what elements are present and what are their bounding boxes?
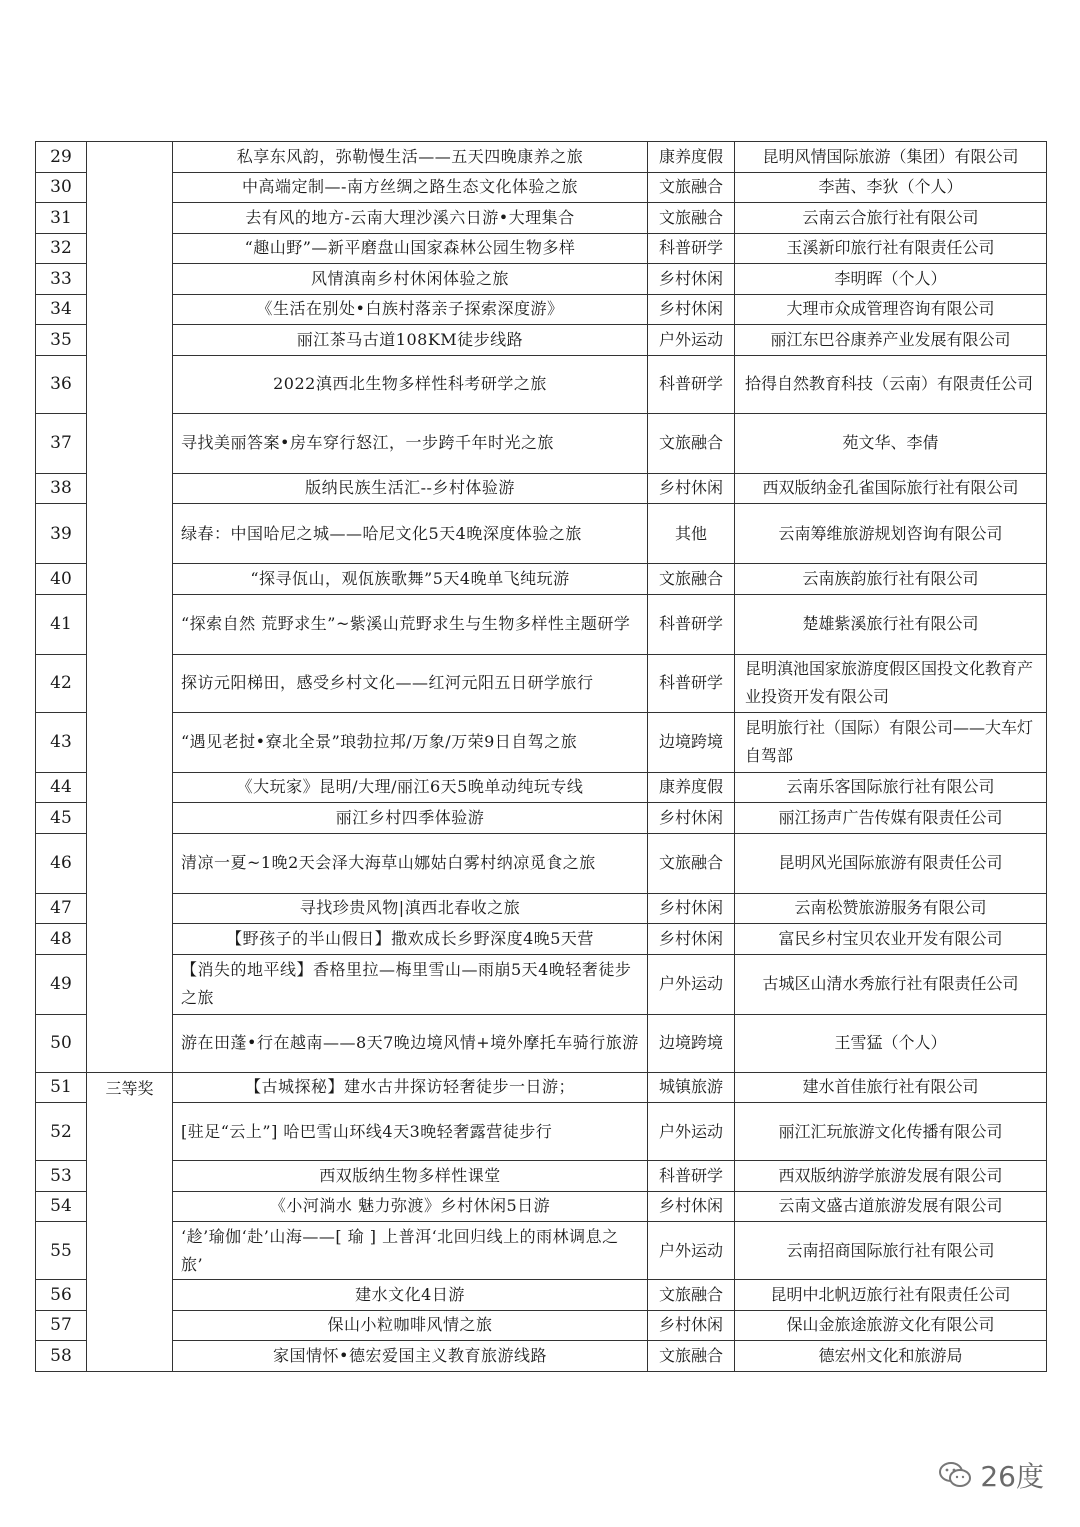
route-category: 文旅融合 [648,203,735,234]
row-number: 53 [36,1161,87,1192]
route-name: “探索自然 荒野求生”~紫溪山荒野求生与生物多样性主题研学 [173,594,648,654]
route-name: 【消失的地平线】香格里拉—梅里雪山—雨崩5天4晚轻奢徒步之旅 [173,954,648,1014]
table-row [36,772,1047,803]
organization-name: 拾得自然教育科技（云南）有限责任公司 [735,355,1047,413]
route-category: 文旅融合 [648,172,735,203]
organization-name: 云南文盛古道旅游发展有限公司 [735,1191,1047,1222]
route-name: “趣山野”—新平磨盘山国家森林公园生物多样 [173,233,648,264]
table-row [36,172,1047,203]
route-name: 丽江茶马古道108KM徒步线路 [173,325,648,356]
route-category: 户外运动 [648,325,735,356]
route-category: 乡村休闲 [648,924,735,955]
organization-name: 建水首佳旅行社有限公司 [735,1072,1047,1103]
award-level-cell: 三等奖 [87,1072,173,1371]
row-number: 47 [36,893,87,924]
route-category: 户外运动 [648,954,735,1014]
watermark [938,1457,1044,1493]
organization-name: 古城区山清水秀旅行社有限责任公司 [735,954,1047,1014]
organization-name: 王雪猛（个人） [735,1014,1047,1072]
route-name: 去有风的地方-云南大理沙溪六日游•大理集合 [173,203,648,234]
route-category: 康养度假 [648,772,735,803]
wechat-icon [938,1461,972,1489]
organization-name: 丽江东巴谷康养产业发展有限公司 [735,325,1047,356]
table-row [36,473,1047,504]
table-row [36,203,1047,234]
organization-name: 德宏州文化和旅游局 [735,1341,1047,1372]
organization-name: 昆明旅行社（国际）有限公司——大车灯自驾部 [735,712,1047,772]
table-row [36,594,1047,654]
route-name: 保山小粒咖啡风情之旅 [173,1310,648,1341]
row-number: 39 [36,504,87,564]
table-row [36,413,1047,473]
route-name: 寻找美丽答案•房车穿行怒江，一步跨千年时光之旅 [173,413,648,473]
table-row [36,1222,1047,1280]
route-category: 其他 [648,504,735,564]
row-number: 51 [36,1072,87,1103]
organization-name: 丽江扬声广告传媒有限责任公司 [735,803,1047,834]
row-number: 29 [36,142,87,173]
route-category: 乡村休闲 [648,1191,735,1222]
organization-name: 云南松赞旅游服务有限公司 [735,893,1047,924]
route-category: 科普研学 [648,654,735,712]
route-name: “遇见老挝•寮北全景”琅勃拉邦/万象/万荣9日自驾之旅 [173,712,648,772]
route-category: 城镇旅游 [648,1072,735,1103]
route-category: 康养度假 [648,142,735,173]
table-row [36,233,1047,264]
route-category: 乡村休闲 [648,893,735,924]
row-number: 35 [36,325,87,356]
row-number: 48 [36,924,87,955]
route-category: 文旅融合 [648,413,735,473]
route-name: 清凉一夏~1晚2天会泽大海草山娜姑白雾村纳凉觅食之旅 [173,833,648,893]
route-name: 建水文化4日游 [173,1280,648,1311]
award-list-table [35,141,1047,1372]
organization-name: 云南乐客国际旅行社有限公司 [735,772,1047,803]
award-list-body [36,142,1047,1372]
organization-name: 云南族韵旅行社有限公司 [735,564,1047,595]
row-number: 49 [36,954,87,1014]
watermark-text: 26度 [980,1460,1044,1493]
organization-name: 李明晖（个人） [735,264,1047,295]
table-row [36,924,1047,955]
route-name: ‘趁’瑜伽‘赴’山海——[ 瑜 ] 上普洱‘北回归线上的雨林调息之旅’ [173,1222,648,1280]
route-category: 乡村休闲 [648,294,735,325]
route-name: 绿春：中国哈尼之城——哈尼文化5天4晚深度体验之旅 [173,504,648,564]
table-row [36,712,1047,772]
route-category: 乡村休闲 [648,264,735,295]
row-number: 50 [36,1014,87,1072]
route-name: “探寻佤山，观佤族歌舞”5天4晚单飞纯玩游 [173,564,648,595]
table-row [36,294,1047,325]
organization-name: 云南招商国际旅行社有限公司 [735,1222,1047,1280]
row-number: 37 [36,413,87,473]
route-name: 【野孩子的半山假日】撒欢成长乡野深度4晚5天营 [173,924,648,955]
organization-name: 昆明滇池国家旅游度假区国投文化教育产业投资开发有限公司 [735,654,1047,712]
route-name: 《大玩家》昆明/大理/丽江6天5晚单动纯玩专线 [173,772,648,803]
organization-name: 昆明风情国际旅游（集团）有限公司 [735,142,1047,173]
row-number: 33 [36,264,87,295]
table-row [36,893,1047,924]
route-name: 丽江乡村四季体验游 [173,803,648,834]
table-row [36,1191,1047,1222]
route-category: 乡村休闲 [648,473,735,504]
organization-name: 玉溪新印旅行社有限责任公司 [735,233,1047,264]
table-row [36,1161,1047,1192]
route-category: 文旅融合 [648,833,735,893]
route-category: 文旅融合 [648,1341,735,1372]
row-number: 43 [36,712,87,772]
route-category: 科普研学 [648,594,735,654]
table-row [36,1072,1047,1103]
row-number: 42 [36,654,87,712]
route-name: 西双版纳生物多样性课堂 [173,1161,648,1192]
table-row [36,325,1047,356]
organization-name: 云南筹维旅游规划咨询有限公司 [735,504,1047,564]
row-number: 31 [36,203,87,234]
row-number: 46 [36,833,87,893]
row-number: 44 [36,772,87,803]
table-row [36,1341,1047,1372]
route-category: 文旅融合 [648,1280,735,1311]
route-category: 文旅融合 [648,564,735,595]
row-number: 57 [36,1310,87,1341]
table-row [36,954,1047,1014]
route-category: 科普研学 [648,233,735,264]
table-row [36,564,1047,595]
row-number: 36 [36,355,87,413]
table-row [36,1280,1047,1311]
route-category: 边境跨境 [648,1014,735,1072]
award-level-cell-previous [87,142,173,1073]
table-row [36,833,1047,893]
organization-name: 昆明风光国际旅游有限责任公司 [735,833,1047,893]
organization-name: 丽江汇玩旅游文化传播有限公司 [735,1103,1047,1161]
route-category: 乡村休闲 [648,1310,735,1341]
route-name: 【古城探秘】建水古井探访轻奢徒步一日游； [173,1072,648,1103]
route-name: 寻找珍贵风物|滇西北春收之旅 [173,893,648,924]
row-number: 56 [36,1280,87,1311]
organization-name: 云南云合旅行社有限公司 [735,203,1047,234]
organization-name: 苑文华、李倩 [735,413,1047,473]
route-category: 科普研学 [648,355,735,413]
route-name: 风情滇南乡村休闲体验之旅 [173,264,648,295]
route-name: 游在田蓬•行在越南——8天7晚边境风情+境外摩托车骑行旅游 [173,1014,648,1072]
route-category: 乡村休闲 [648,803,735,834]
route-name: 中高端定制—-南方丝绸之路生态文化体验之旅 [173,172,648,203]
organization-name: 大理市众成管理咨询有限公司 [735,294,1047,325]
row-number: 34 [36,294,87,325]
row-number: 54 [36,1191,87,1222]
route-name: 探访元阳梯田，感受乡村文化——红河元阳五日研学旅行 [173,654,648,712]
table-row [36,504,1047,564]
table-row [36,355,1047,413]
row-number: 38 [36,473,87,504]
organization-name: 富民乡村宝贝农业开发有限公司 [735,924,1047,955]
route-name: 2022滇西北生物多样性科考研学之旅 [173,355,648,413]
table-row [36,1310,1047,1341]
organization-name: 西双版纳金孔雀国际旅行社有限公司 [735,473,1047,504]
table-row [36,803,1047,834]
organization-name: 李茜、李狄（个人） [735,172,1047,203]
table-row [36,264,1047,295]
route-name: 《生活在别处•白族村落亲子探索深度游》 [173,294,648,325]
row-number: 32 [36,233,87,264]
organization-name: 楚雄紫溪旅行社有限公司 [735,594,1047,654]
row-number: 40 [36,564,87,595]
table-row [36,1103,1047,1161]
row-number: 41 [36,594,87,654]
row-number: 45 [36,803,87,834]
route-name: 私享东风韵，弥勒慢生活——五天四晚康养之旅 [173,142,648,173]
row-number: 55 [36,1222,87,1280]
route-category: 户外运动 [648,1103,735,1161]
table-row [36,1014,1047,1072]
route-name: 家国情怀•德宏爱国主义教育旅游线路 [173,1341,648,1372]
route-category: 户外运动 [648,1222,735,1280]
organization-name: 西双版纳游学旅游发展有限公司 [735,1161,1047,1192]
route-category: 边境跨境 [648,712,735,772]
organization-name: 昆明中北帆迈旅行社有限责任公司 [735,1280,1047,1311]
row-number: 30 [36,172,87,203]
route-name: 《小河淌水 魅力弥渡》乡村休闲5日游 [173,1191,648,1222]
table-row [36,142,1047,173]
route-category: 科普研学 [648,1161,735,1192]
route-name: [驻足“云上”] 哈巴雪山环线4天3晚轻奢露营徒步行 [173,1103,648,1161]
row-number: 52 [36,1103,87,1161]
table-row [36,654,1047,712]
row-number: 58 [36,1341,87,1372]
organization-name: 保山金旅途旅游文化有限公司 [735,1310,1047,1341]
route-name: 版纳民族生活汇--乡村体验游 [173,473,648,504]
